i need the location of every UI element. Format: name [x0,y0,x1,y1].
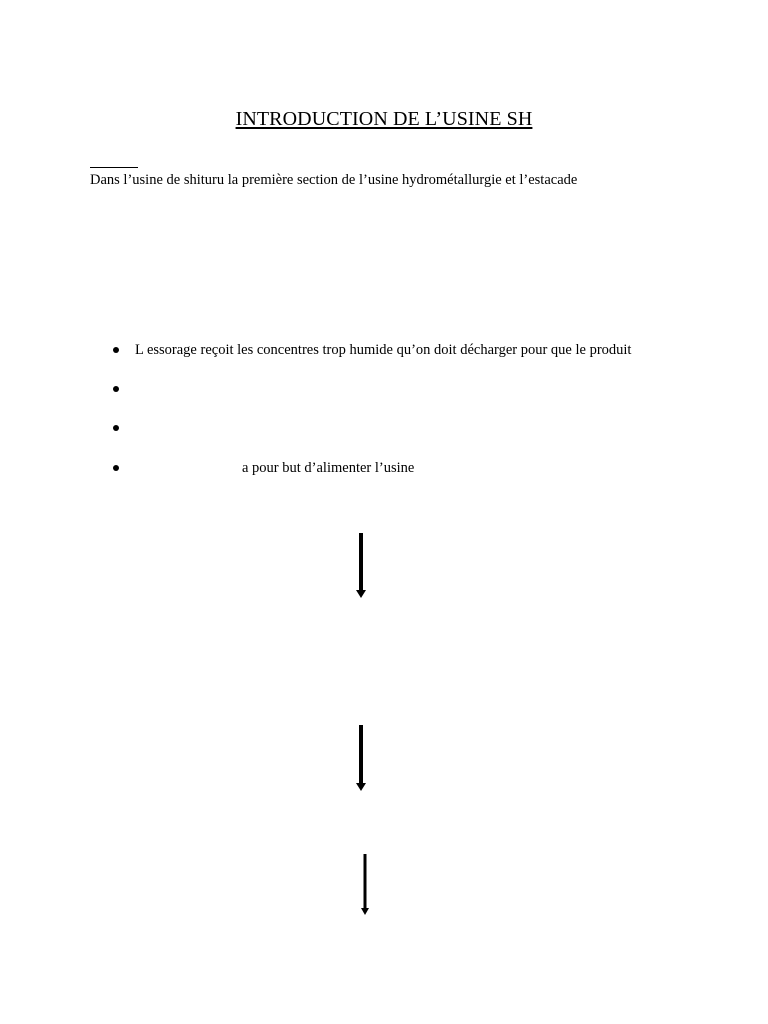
bullet-dot-icon [113,347,119,353]
bullet-dot-icon [113,425,119,431]
arrow-down-icon [353,725,369,792]
bullet-dot-icon [113,465,119,471]
bullet-text: L essorage reçoit les concentres trop humide qu’on doit décharger pour que le produit [135,342,632,358]
bullet-text: a pour but d’alimenter l’usine [242,460,415,476]
bullet-dot-icon [113,386,119,392]
page-title: INTRODUCTION DE L’USINE SH [235,108,533,130]
arrow-down-icon [358,854,372,916]
arrow-down-icon [353,533,369,599]
intro-paragraph: Dans l’usine de shituru la première section de l’usine hydrométallurgie et l’estacade [90,172,578,188]
